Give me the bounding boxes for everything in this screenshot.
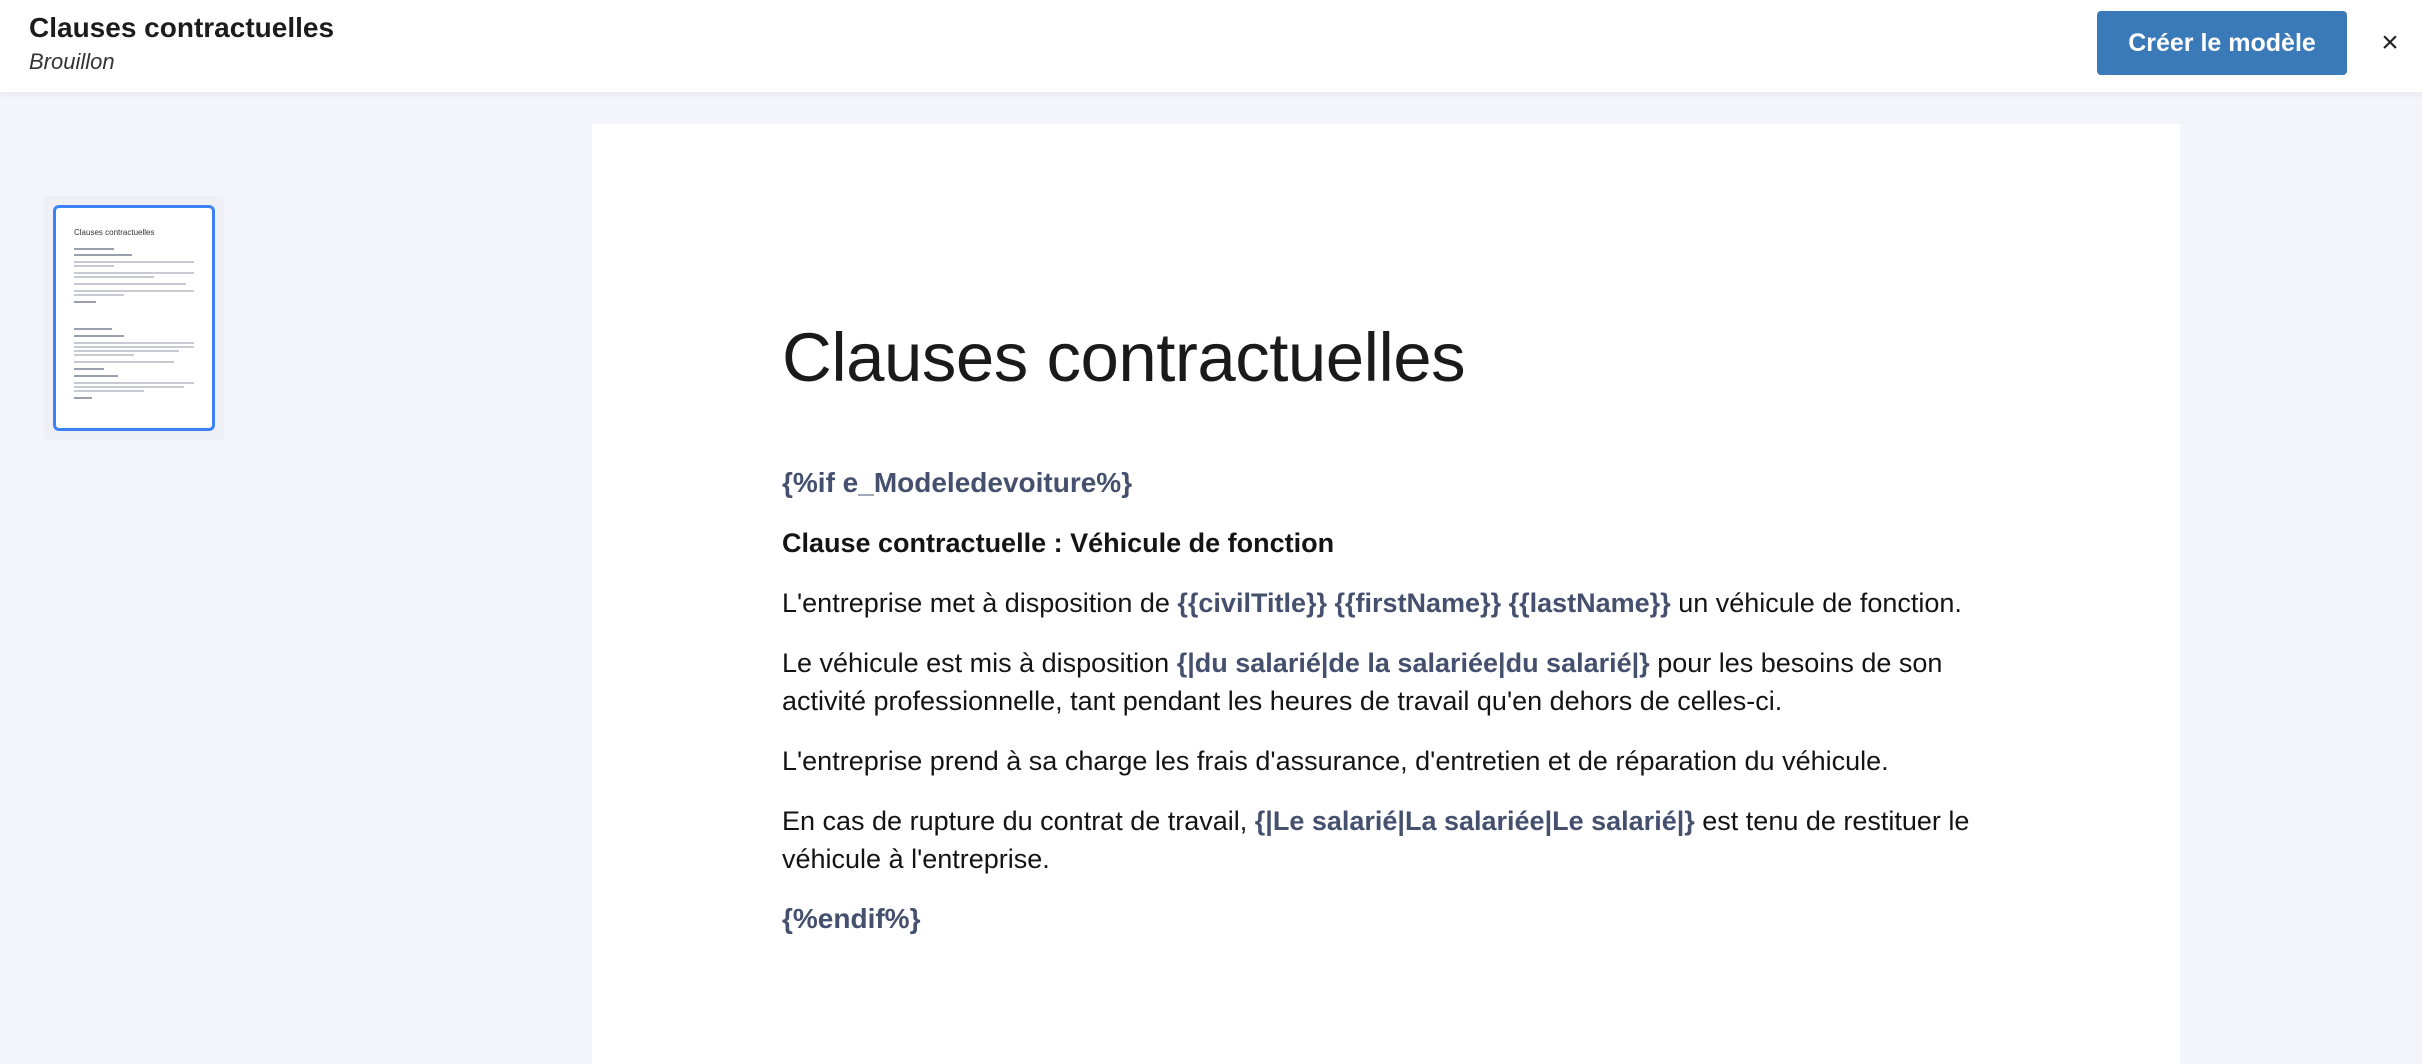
if-tag: {%if e_Modeledevoiture%} bbox=[782, 466, 1133, 498]
document-status: Brouillon bbox=[29, 49, 115, 74]
thumbnail-line bbox=[74, 350, 179, 352]
thumbnail-title: Clauses contractuelles bbox=[74, 228, 155, 237]
thumbnail-line bbox=[74, 342, 194, 344]
thumbnail-line bbox=[74, 265, 114, 267]
thumbnail-line bbox=[74, 276, 154, 278]
thumbnail-line bbox=[74, 361, 174, 363]
thumbnail-line bbox=[74, 290, 194, 292]
paragraph-1-text-before: L'entreprise met à disposition de bbox=[782, 587, 1178, 618]
thumbnail-line bbox=[74, 397, 92, 399]
paragraph-3: L'entreprise prend à sa charge les frais d'assurance, d'entretien et de réparation du véhicule. bbox=[782, 745, 1889, 776]
paragraph-4-text-before: En cas de rupture du contrat de travail, bbox=[782, 805, 1255, 836]
clause-heading: Clause contractuelle : Véhicule de fonction bbox=[782, 527, 1335, 558]
thumbnail-line bbox=[74, 346, 194, 348]
paragraph-4-text-after: est tenu de restituer le véhicule à l'entreprise. bbox=[782, 805, 1970, 874]
document-body bbox=[782, 320, 1992, 960]
paragraph-1-text-after: un véhicule de fonction. bbox=[1670, 587, 1962, 618]
paragraph-1 bbox=[782, 584, 1992, 622]
thumbnail-line bbox=[74, 254, 132, 256]
paragraph-2 bbox=[782, 644, 1992, 720]
thumbnail-line bbox=[74, 301, 96, 303]
endif-tag-paragraph bbox=[782, 900, 1992, 938]
page-thumbnail[interactable] bbox=[53, 205, 215, 431]
thumbnail-line bbox=[74, 386, 184, 388]
create-template-button[interactable]: Créer le modèle bbox=[2097, 11, 2347, 75]
thumbnail-line bbox=[74, 328, 112, 330]
if-tag-paragraph bbox=[782, 464, 1992, 502]
endif-tag: {%endif%} bbox=[782, 902, 921, 934]
paragraph-2-text-after: pour les besoins de son activité professionnelle, tant pendant les heures de travail qu'en dehors de celles-ci. bbox=[782, 647, 1943, 716]
document-page bbox=[592, 124, 2180, 1064]
thumbnail-line bbox=[74, 261, 194, 263]
variable-first-name: {{firstName}} bbox=[1334, 587, 1502, 618]
thumbnail-line bbox=[74, 283, 186, 285]
page-thumbnail-panel bbox=[44, 196, 224, 440]
variable-gender-salarie: {|du salarié|de la salariée|du salarié|} bbox=[1176, 647, 1650, 678]
thumbnail-line bbox=[74, 248, 114, 250]
variable-last-name: {{lastName}} bbox=[1508, 587, 1671, 618]
thumbnail-line bbox=[74, 272, 194, 274]
thumbnail-line bbox=[74, 382, 194, 384]
document-title: Clauses contractuelles bbox=[29, 12, 335, 43]
thumbnail-line bbox=[74, 390, 144, 392]
thumbnail-line bbox=[74, 335, 124, 337]
document-heading: Clauses contractuelles bbox=[782, 319, 1466, 396]
top-bar bbox=[0, 0, 2422, 93]
thumbnail-line bbox=[74, 368, 104, 370]
thumbnail-line bbox=[74, 294, 124, 296]
variable-civil-title: {{civilTitle}} bbox=[1177, 587, 1327, 618]
variable-gender-le-salarie: {|Le salarié|La salariée|Le salarié|} bbox=[1254, 805, 1695, 836]
close-icon[interactable]: × bbox=[2381, 26, 2399, 59]
thumbnail-line bbox=[74, 375, 118, 377]
paragraph-2-text-before: Le véhicule est mis à disposition bbox=[782, 647, 1177, 678]
paragraph-4 bbox=[782, 802, 1992, 878]
thumbnail-line bbox=[74, 354, 134, 356]
